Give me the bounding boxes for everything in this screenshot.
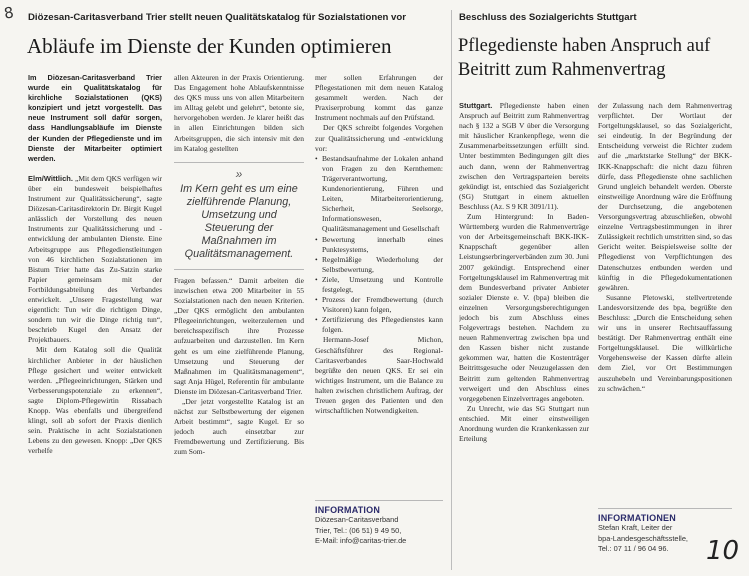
info-line: Tel.: 07 11 / 96 04 96. xyxy=(598,544,669,553)
left-article-paragraph: mer sollen Erfahrungen der Pflegestationen mit dem neuen Katalog gesammelt werden. Nach der Praxiserprobung kommt das ganze Instrument nochmals auf den Prüfstand. xyxy=(315,73,443,123)
left-article-column-2 xyxy=(174,73,304,573)
left-article-dateline: Elm/Wittlich. xyxy=(28,173,73,183)
left-article-paragraph: „Der jetzt vorgestellte Katalog ist an nächst zur Selbstbewertung der eigenen Arbeit bestimmt“, sagte Kugel. Er so jedoch auch einsetzbar zur Fremdbewertung und Zertifizierung. Bis zum Som- xyxy=(174,396,304,457)
list-item: • Bestandsaufnahme der Lokalen anhand von Fragen zu den Kernthemen: Trägerverantwortung, Kundenorientierung, Führen und Leiten, Mitarbeiterorientierung, Sicherheit, Seelsorge, Informationswesen, Qualitätsmanagement und Gesellschaft xyxy=(315,154,443,235)
info-heading: INFORMATION xyxy=(315,505,381,515)
left-article-paragraph: Der QKS schreibt folgendes Vorgehen zur Qualitätssicherung und -entwicklung vor: xyxy=(315,123,443,153)
right-article-paragraph: Zu Unrecht, wie das SG Stuttgart nun entschied. Mit einer einstweiligen Anordnung wurden die Krankenkassen zur Erteilung xyxy=(459,403,589,444)
left-article-column-3 xyxy=(315,73,443,493)
pull-quote-rule-top xyxy=(174,162,304,163)
right-article-paragraph: Susanne Pletowski, stellvertretende Landesvorsitzende des bpa, begrüßte den Beschluss: „Durch die Entscheidung sehen wir uns in unserer Rechtsauffassung bestätigt. Der Rahmenvertrag enthält eine Fortgeltungsklausel. Die willkürliche Vorgehensweise der Kassen dürfte allein dem Ziel, vor Ort Bestimmungen auszuhebeln und Vereinbarungspositionen zu schwächen.“ xyxy=(598,292,732,393)
right-article-column-1 xyxy=(459,101,589,573)
left-article-paragraph: Hermann-Josef Michon, Geschäftsführer des Regional-Caritasverbandes Saar-Hochwald begrüßte den neuen QKS. Er sei ein wichtiges Instrument, um die Balance zu halten zwischen christlichem Auftrag, der Treuen gegen des Patienten und den wirtschaftlichen Notwendigkeiten. xyxy=(315,335,443,416)
left-article-paragraph: allen Akteuren in der Praxis Orientierung. Das Engagement hohe Ablaufskenntnisse des QKS muss uns von allen Mitarbeitern im Alltag gelebt und gelehrt“, betonte sie, hervorgehoben werden. Je klarer heißt das in allen Einrichtungen bilden sich Arbeitsgruppen, die sich intensiv mit den im Katalog gestellten xyxy=(174,73,304,153)
list-item: • Ziele, Umsetzung und Kontrolle festgelegt, xyxy=(315,275,443,295)
left-article-paragraph: Mit dem Katalog soll die Qualität kirchlicher Anbieter in der häuslichen Pflege gesichert und weiter entwickelt werden. „Pflegeeinrichtungen, Stärken und Verbesserungspotenziale zu erkennen“, sagte Diplom-Pflegewirtin Rissabach Knopp. Was ebenfalls und übergreifend klingt, soll ab sofort der Praxis dienlich sein. Praktische in acht Sozialstationen Lebens zu den gewesen. Knopp: „Der QKS verhelfe xyxy=(28,345,162,456)
right-info-box xyxy=(598,508,732,555)
right-article-paragraph: der Zulassung nach dem Rahmenvertrag verpflichtet. Der Wortlaut der Fortgeltungsklausel, so das Sozialgericht, sei eindeutig. In der Begründung der Entscheidung verweist die Richter zudem auf die „marktstarke Stellung“ der BKK-IKK-Knappschaft: die nicht dazu führen dürfe, dass Pflegedienste ohne sachlichen Grund ungleich behandelt werden. Oberste einstweilige Anordnung wäre die Eröffnung der Durchsetzung, die angebotenen Versorgungsvertrag abzuschließen, obwohl einzelne Vertragsbestimmungen in ihrer Zulässigkeit rechtlich umstritten sind, so das Gericht weiter. Beispielsweise sollte der Pflegedienst von Verpflichtungen des Datenschutzes entbunden werden und künftig in die Pflegedokumentationen gewähren. xyxy=(598,101,732,292)
handwritten-page-mark-top: 8 xyxy=(2,3,16,23)
article-separator xyxy=(451,10,452,570)
list-item: • Zertifizierung des Pflegedienstes kann folgen. xyxy=(315,315,443,335)
right-article-headline-line-1: Pflegedienste haben Anspruch auf xyxy=(458,36,711,56)
right-article-column-2 xyxy=(598,101,732,501)
info-line: Stefan Kraft, Leiter der xyxy=(598,523,673,532)
info-rule xyxy=(598,508,732,509)
pull-quote-mark-icon: » xyxy=(235,166,243,181)
right-article-headline-line-2: Beitritt zum Rahmenvertrag xyxy=(458,60,666,80)
left-article-kicker: Diözesan-Caritasverband Trier stellt neuen Qualitätskatalog für Sozialstationen vor xyxy=(28,12,406,23)
left-article-column-1 xyxy=(28,73,162,573)
pull-quote: Im Kern geht es um eine zielführende Planung, Umsetzung und Steuerung der Maßnahmen im Qualitätsmanagement. xyxy=(180,182,298,260)
info-line: Trier, Tel.: (06 51) 9 49 50, xyxy=(315,525,402,535)
list-item: • Bewertung innerhalb eines Punktesystems, xyxy=(315,235,443,255)
info-line: Diözesan-Caritasverband xyxy=(315,515,399,524)
right-article-paragraph: Zum Hintergrund: In Baden-Württemberg wurden die Rahmenverträge von der Arbeitsgemeinschaft BKK-IKK-Knappschaft gegenüber allen Leistungserbringerverbänden zum 30. Juni 2007 gekündigt. Entsprechend einer Fortgeltungsklausel im Rahmenvertrag mit dem Bundesverband privater Anbieter sozialer Dienste e. V. (bpa) bleiben die einzelnen Versorgungsberechtigungen jedoch bis zum Abschluss eines Folgevertrags bestehen. Nachdem zu neuen Rahmenvertrag zwischen bpa und den Kassen bisher nicht zustande gekommen war, hatten die Kostenträger Beitrittsgesuche oder Neuzugelassen den Beitritt zum geltenden Rahmenvertrag verweigert und den Abschluss eines vorgegebenen Einzelvertrages angeboten. xyxy=(459,212,589,403)
left-article-paragraph: Fragen befassen.“ Damit arbeiten die inzwischen etwa 200 Mitarbeiter in 55 Sozialstationen nach den neuen Kriterien. „Der QKS ermöglicht den ambulanten Pflegeeinrichtungen, weiterzulernen und bereichsspezifisch ihre Prozesse aufzuarbeiten und darzustellen. Im Kern geht es um eine zielführende Planung, Umsetzung und Steuerung der Maßnahmen im Qualitätsmanagement“, sagt Anja Hügel, Referentin für ambulante Dienste im Diözesan-Caritasverband Trier. xyxy=(174,275,304,396)
qks-steps-list xyxy=(315,154,443,336)
info-rule xyxy=(315,500,443,501)
right-article-dateline: Stuttgart. xyxy=(459,101,493,110)
right-article-paragraph: Stuttgart. Pflegedienste haben einen Anspruch auf Beitritt zum Rahmenvertrag nach § 132 a SGB V über die Versorgung mit häuslicher Krankenpflege, wenn die Zusammenarbeitssetzungen erfüllt sind. Unter bestimmten Bedingungen gilt dies auch dann, wenn der Rahmenvertrag zwischen den Vertragsparteien bereits gekündigt ist, entschied das Sozialgericht (SG) Stuttgart in einem aktuellen Beschluss (Az. S 9 KR 3091/11). xyxy=(459,101,589,211)
info-heading: INFORMATIONEN xyxy=(598,513,676,523)
list-item: • Prozess der Fremdbewertung (durch Visitoren) kann folgen, xyxy=(315,295,443,315)
left-article-lead: Im Diözesan-Caritasverband Trier wurde ein Qualitätskatalog für kirchliche Sozialstationen (QKS) konzipiert und jetzt vorgestellt. Das neue Instrument soll dafür sorgen, dass Handlungsabläufe im Dienste der Kunden der Pflegedienste und im Dienste der Mitarbeiter optimiert werden. xyxy=(28,73,162,163)
list-item: • Regelmäßige Wiederholung der Selbstbewertung, xyxy=(315,255,443,275)
left-article-paragraph: Elm/Wittlich. „Mit dem QKS verfügen wir über ein bundesweit beispielhaftes Instrument zur Qualitätssicherung“, sagte Diözesan-Caritasdirektorin Dr. Birgit Kugel anlässlich der Vorstellung des neuen Instruments zur Qualitätssicherung und -entwicklung der ambulanten Dienste. Eine Arbeitsgruppe aus Pflegedienstleitungen von 46 kirchlichen Sozialstationen im Bistum Trier hatte das Zu-Satzin starke Papier gemeinsam mit der Fortbildungsabteilung des Verbandes entwickelt. „Unsere Fragestellung war eigentlich: Tun wir die richtigen Dinge, sondern tun wir die Dinge richtig tun“, beschrieb Kugel den Ansatz der Projektbauers. xyxy=(28,173,162,345)
right-article-kicker: Beschluss des Sozialgerichts Stuttgart xyxy=(459,12,637,23)
left-info-box xyxy=(315,500,443,547)
info-line: bpa-Landesgeschäftsstelle, xyxy=(598,533,688,543)
info-line: E-Mail: info@caritas-trier.de xyxy=(315,536,407,545)
pull-quote-rule-bottom xyxy=(174,269,304,270)
left-article-headline: Abläufe im Dienste der Kunden optimieren xyxy=(27,34,392,58)
handwritten-page-mark-bottom: 10 xyxy=(706,536,740,566)
